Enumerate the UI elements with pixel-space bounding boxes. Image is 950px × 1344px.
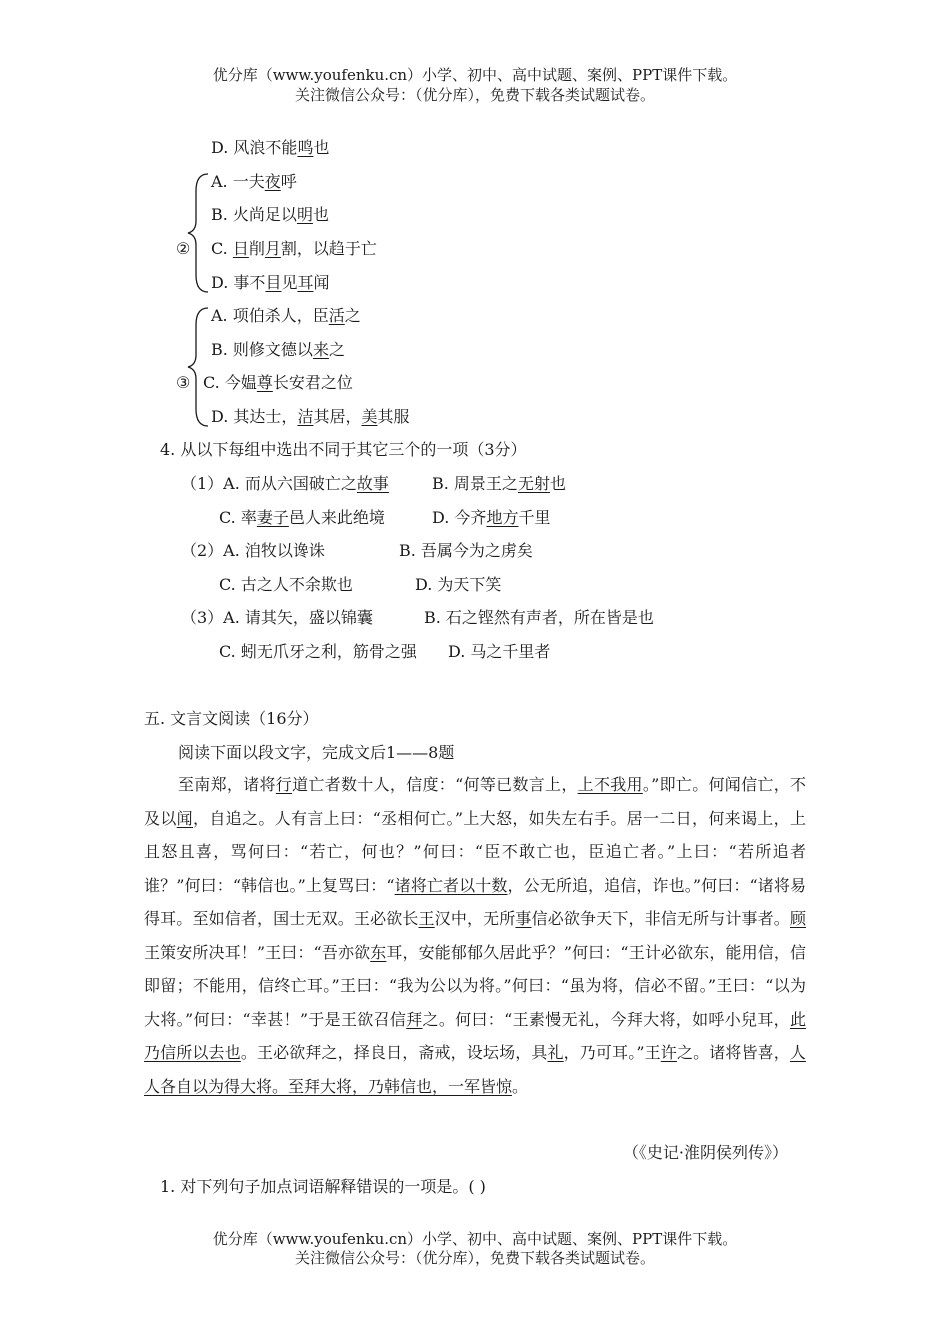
underlined-word: 洁	[297, 407, 314, 426]
footer-line-2: 关注微信公众号：（优分库），免费下载各类试题试卷。	[294, 1249, 655, 1267]
q4-g3-option-d: D. 马之千里者	[448, 642, 551, 661]
underlined-word: 拜	[406, 1009, 423, 1029]
option-text: 其服	[377, 407, 410, 426]
underlined-word: 王	[418, 909, 435, 928]
passage-text: ，公无所追，追信，诈也。”何曰：“诸将易得耳。至如信者，国士无双。王必欲长	[144, 875, 806, 928]
q4-g1-option-a	[181, 474, 389, 494]
passage-text: 汉中，无所	[434, 909, 516, 928]
brace-group-2-icon	[186, 173, 212, 293]
section-5-title: 五. 文言文阅读（16分）	[144, 709, 319, 728]
option-text: 邑人来此绝境	[288, 508, 385, 527]
option-text: 也	[549, 474, 566, 493]
underlined-word: 事	[515, 909, 532, 928]
option-text: 之	[328, 340, 345, 359]
option-text: 之	[344, 306, 361, 325]
option-text: 闻	[313, 273, 330, 292]
underlined-phrase: 人人各自以为得大将。至拜大将，乃韩信也，一军皆惊	[144, 1043, 806, 1096]
q4-g1-option-b	[432, 474, 566, 494]
option-text: 其居，	[313, 407, 362, 426]
underlined-phrase: 诸将亡者以十数	[394, 875, 508, 895]
underlined-word: 月	[264, 239, 281, 258]
underlined-word: 美	[361, 407, 378, 426]
q4-title: 4. 从以下每组中选出不同于其它三个的一项（3分）	[160, 440, 527, 459]
option-text: 呼	[280, 172, 297, 191]
passage-text: 。	[512, 1076, 529, 1096]
q4-g1-option-d	[432, 508, 550, 528]
q4-g2-option-a: （2）A. 洎牧以谗诛	[181, 541, 325, 560]
group-2-marker: ②	[176, 239, 191, 258]
option-text: 也	[313, 138, 330, 157]
q4-g2-option-b: B. 吾属今为之虏矣	[399, 541, 533, 560]
underlined-word: 妻子	[256, 508, 289, 527]
underlined-phrase: 此乃信所以去也	[144, 1009, 806, 1062]
underlined-word: 活	[328, 306, 345, 325]
q3-g2-option-a	[211, 172, 297, 192]
passage-text: 至南郑，诸将	[178, 775, 276, 794]
passage-text: 耳，安能郁郁久居此乎？”何曰：“王计必欲东，能用信，信即留；不能用，信终亡耳。”王曰：“我为公以为将。”何曰：“虽为将，信必不留。”王曰：“以为大将。”何曰：“幸甚！”于是王欲召信	[144, 942, 806, 1029]
option-text: 见	[281, 273, 298, 292]
q3-g3-option-c	[203, 373, 353, 393]
classical-passage	[144, 768, 806, 1103]
passage-text: 之。诸将皆喜，	[676, 1043, 790, 1062]
option-text: D. 风浪不能	[211, 138, 298, 157]
underlined-word: 目	[265, 273, 282, 292]
option-text: 削	[248, 239, 265, 258]
option-text: （1）A. 而从六国破亡之	[181, 474, 357, 493]
passage-text: ，乃可耳。”王	[563, 1043, 661, 1062]
q4-g3-option-b: B. 石之铿然有声者，所在皆是也	[424, 608, 654, 627]
group-3-marker: ③	[176, 373, 191, 392]
q3-g3-option-b	[211, 340, 345, 360]
q4-g3-option-a: （3）A. 请其矢，盛以锦囊	[181, 608, 373, 627]
option-text: D. 事不	[211, 273, 266, 292]
option-text: 割，以趋于亡	[280, 239, 377, 258]
passage-text: 道亡者数十人，信度：“何等已数言上，	[292, 775, 578, 794]
underlined-word: 日	[232, 239, 249, 258]
underlined-word: 闻	[176, 808, 194, 828]
underlined-word: 鸣	[297, 138, 314, 157]
underlined-word: 行	[275, 775, 293, 794]
passage-text: 。王必欲拜之，择良日，斋戒，设坛场，具	[240, 1043, 548, 1062]
option-text: B. 火尚足以	[211, 205, 297, 224]
passage-text: 王策安所决耳！”王曰：“吾亦欲	[144, 942, 371, 962]
underlined-word: 夜	[264, 172, 281, 191]
passage-text: 。”即亡。何闻信亡，不及以	[144, 775, 806, 828]
option-text: 千里	[518, 508, 551, 527]
underlined-word: 无射	[517, 474, 550, 493]
underlined-word: 地方	[486, 508, 519, 527]
q3-g2-option-c	[211, 239, 377, 259]
q4-g3-option-c: C. 蚓无爪牙之利，筋骨之强	[219, 642, 417, 661]
option-text: 也	[312, 205, 329, 224]
q4-g2-option-d: D. 为天下笑	[415, 575, 502, 594]
option-text: B. 周景王之	[432, 474, 518, 493]
underlined-word: 许	[660, 1043, 677, 1062]
underlined-word: 来	[312, 340, 329, 359]
underlined-word: 尊	[256, 373, 273, 392]
underlined-word: 明	[296, 205, 313, 224]
passage-text: ，自追之。人有言上曰：“丞相何亡。”上大怒，如失左右手。居一二日，何来谒上，上且怒且喜，骂何曰：“若亡，何也？”何曰：“臣不敢亡也，臣追亡者。”上曰：“若所追者谁？”何曰：“韩信也。”上复骂曰：“	[144, 808, 806, 895]
option-text: B. 则修文德以	[211, 340, 313, 359]
underlined-phrase: 上不我用	[577, 775, 643, 794]
underlined-word: 耳	[297, 273, 314, 292]
passage-text: 信必欲争天下，非信无所与计事者。	[531, 909, 790, 928]
question-1: 1. 对下列句子加点词语解释错误的一项是。( )	[160, 1177, 486, 1196]
passage-source: （《史记·淮阴侯列传》）	[622, 1143, 788, 1162]
option-text: D. 其达士，	[211, 407, 298, 426]
option-text: C.	[211, 239, 233, 258]
q3-g3-option-d	[211, 407, 410, 427]
passage-text: 之。何曰：“王素慢无礼，今拜大将，如呼小兒耳，	[422, 1009, 790, 1029]
header-line-1: 优分库（www.youfenku.cn）小学、初中、高中试题、案例、PPT课件下载。	[212, 66, 738, 84]
option-text: C. 今媪	[203, 373, 257, 392]
option-text: C. 率	[219, 508, 257, 527]
underlined-word: 顾	[789, 909, 806, 928]
option-text: D. 今齐	[432, 508, 487, 527]
brace-group-3-icon	[186, 307, 212, 427]
section-5-instruction: 阅读下面以段文字，完成文后1——8题	[178, 743, 455, 762]
option-text: 长安君之位	[272, 373, 353, 392]
q3-g2-option-b	[211, 205, 329, 225]
underlined-word: 东	[370, 942, 387, 962]
footer-line-1: 优分库（www.youfenku.cn）小学、初中、高中试题、案例、PPT课件下载。	[212, 1230, 738, 1248]
underlined-word: 故事	[356, 474, 389, 493]
q4-g2-option-c: C. 古之人不余欺也	[219, 575, 353, 594]
underlined-word: 礼	[547, 1043, 564, 1062]
header-line-2: 关注微信公众号：（优分库），免费下载各类试题试卷。	[294, 86, 655, 104]
q3-g1-option-d	[211, 138, 329, 158]
option-text: A. 项伯杀人，臣	[211, 306, 329, 325]
q3-g2-option-d	[211, 273, 330, 293]
option-text: A. 一夫	[211, 172, 265, 191]
q3-g3-option-a	[211, 306, 361, 326]
q4-g1-option-c	[219, 508, 385, 528]
